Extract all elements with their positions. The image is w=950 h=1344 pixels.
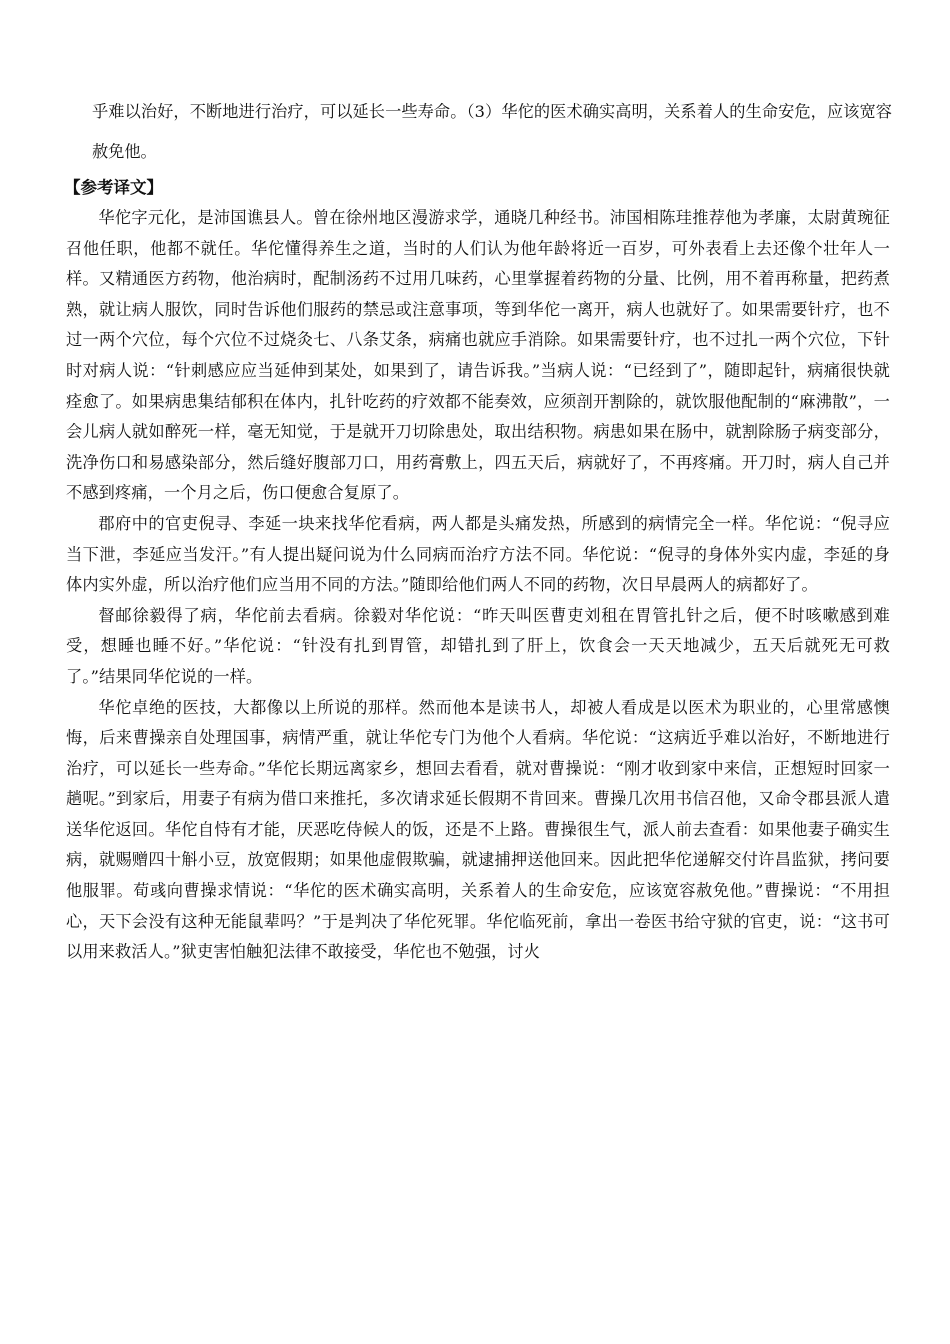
translation-body	[66, 203, 890, 968]
translation-paragraph-1: 华佗字元化，是沛国谯县人。曾在徐州地区漫游求学，通晓几种经书。沛国相陈珪推荐他为孝廉，太尉黄琬征召他任职，他都不就任。华佗懂得养生之道，当时的人们认为他年龄将近一百岁，可外表看上去还像个壮年人一样。又精通医方药物，他治病时，配制汤药不过用几味药，心里掌握着药物的分量、比例，用不着再称量，把药煮熟，就让病人服饮，同时告诉他们服药的禁忌或注意事项，等到华佗一离开，病人也就好了。如果需要针疗，也不过一两个穴位，每个穴位不过烧灸七、八条艾条，病痛也就应手消除。如果需要针疗，也不过扎一两个穴位，下针时对病人说：“针刺感应应当延伸到某处，如果到了，请告诉我。”当病人说：“已经到了”，随即起针，病痛很快就痊愈了。如果病患集结郁积在体内，扎针吃药的疗效都不能奏效，应须剖开割除的，就饮服他配制的“麻沸散”，一会儿病人就如醉死一样，毫无知觉，于是就开刀切除患处，取出结积物。病患如果在肠中，就割除肠子病变部分，洗净伤口和易感染部分，然后缝好腹部刀口，用药膏敷上，四五天后，病就好了，不再疼痛。开刀时，病人自己并不感到疼痛，一个月之后，伤口便愈合复原了。	[66, 208, 890, 503]
translation-paragraph-4: 华佗卓绝的医技，大都像以上所说的那样。然而他本是读书人，却被人看成是以医术为职业的，心里常感懊悔，后来曹操亲自处理国事，病情严重，就让华佗专门为他个人看病。华佗说：“这病近乎难以治好，不断地进行治疗，可以延长一些寿命。”华佗长期远离家乡，想回去看看，就对曹操说：“刚才收到家中来信，正想短时回家一趟呢。”到家后，用妻子有病为借口来推托，多次请求延长假期不肯回来。曹操几次用书信召他，又命令郡县派人遣送华佗返回。华佗自恃有才能，厌恶吃侍候人的饭，还是不上路。曹操很生气，派人前去查看：如果他妻子确实生病，就赐赠四十斛小豆，放宽假期；如果他虚假欺骗，就逮捕押送他回来。因此把华佗递解交付许昌监狱，拷问要他服罪。荀彧向曹操求情说：“华佗的医术确实高明，关系着人的生命安危，应该宽容赦免他。”曹操说：“不用担心，天下会没有这种无能鼠辈吗？”于是判决了华佗死罪。华佗临死前，拿出一卷医书给守狱的官吏，说：“这书可以用来救活人。”狱吏害怕触犯法律不敢接受，华佗也不勉强，讨火	[66, 697, 890, 962]
translation-paragraph-3: 督邮徐毅得了病，华佗前去看病。徐毅对华佗说：“昨天叫医曹吏刘租在胃管扎针之后，便不时咳嗽感到难受，想睡也睡不好。”华佗说：“针没有扎到胃管，却错扎到了肝上，饮食会一天天地减少，五天后就死无可救了。”结果同华佗说的一样。	[66, 605, 890, 686]
translation-paragraph-2: 郡府中的官吏倪寻、李延一块来找华佗看病，两人都是头痛发热，所感到的病情完全一样。华佗说：“倪寻应当下泄，李延应当发汗。”有人提出疑问说为什么同病而治疗方法不同。华佗说：“倪寻的身体外实内虚，李延的身体内实外虚，所以治疗他们应当用不同的方法。”随即给他们两人不同的药物，次日早晨两人的病都好了。	[66, 513, 890, 595]
section-heading: 【参考译文】	[64, 178, 163, 197]
intro-paragraph: 乎难以治好，不断地进行治疗，可以延长一些寿命。（3）华佗的医术确实高明，关系着人的生命安危，应该宽容赦免他。	[92, 102, 892, 161]
